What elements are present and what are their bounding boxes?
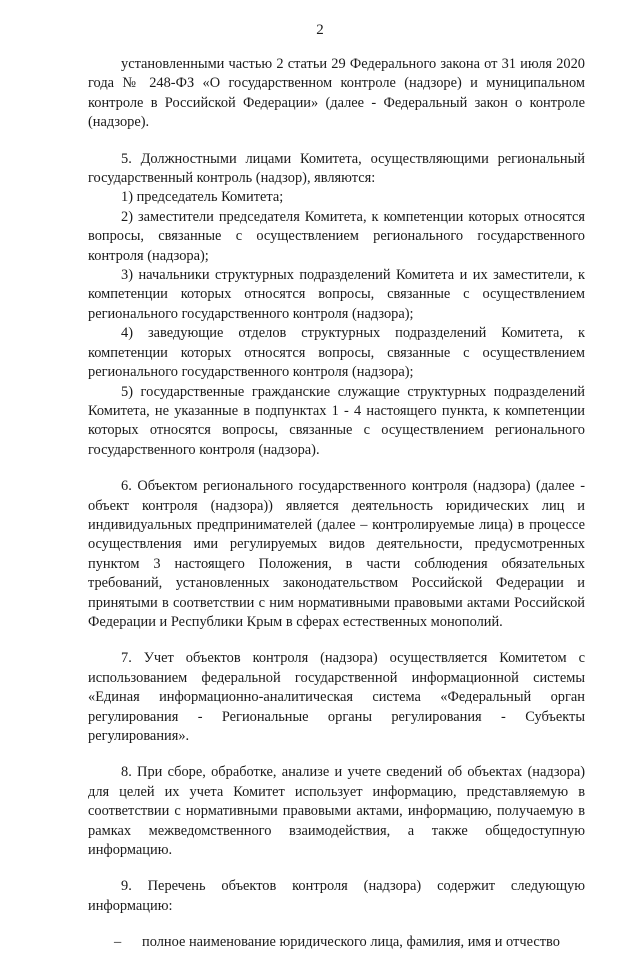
subitem-5-2: 2) заместители председателя Комитета, к компетенции которых относятся вопросы, связанные с осуществлением регионального государственного контроля (надзора);: [88, 208, 585, 264]
paragraph-8: 8. При сборе, обработке, анализе и учете сведений об объектах (надзора) для целей их учета Комитет использует информацию, представляемую в соответствии с нормативными правовыми актами, информацию, получаемую в рамках межведомственного взаимодействия, а также общедоступную информацию.: [88, 764, 585, 859]
subitem-5-4: 4) заведующие отделов структурных подразделений Комитета, к компетенции которых относятся вопросы, связанные с осуществлением регионального государственного контроля (надзора);: [88, 325, 585, 381]
subitem-5-5: 5) государственные гражданские служащие структурных подразделений Комитета, не указанные в подпунктах 1 - 4 настоящего пункта, к компетенции которых относятся вопросы, связанные с осуществлением регионального государственного контроля (надзора).: [88, 383, 585, 458]
page-number: 2: [316, 22, 324, 38]
list-item: [88, 933, 585, 952]
paragraph-6: 6. Объектом регионального государственного контроля (надзора) (далее - объект контроля (надзора)) является деятельность юридических лиц и индивидуальных предпринимателей (далее – контролируемые лица) в процессе осуществления ими регулируемых видов деятельности, предусмотренных пунктом 3 настоящего Положения, в части соблюдения обязательных требований, установленных законодательством Российской Федерации и принятыми в соответствии с ним нормативными правовыми актами Российской Федерации и Республики Крым в сферах естественных монополий.: [88, 478, 585, 630]
paragraph-7: 7. Учет объектов контроля (надзора) осуществляется Комитетом с использованием федеральной государственной информационной системы «Единая информационно-аналитическая система «Федеральный орган регулирования - Региональные органы регулирования - Субъекты регулирования».: [88, 650, 585, 744]
document-body: [88, 55, 585, 953]
paragraph-continuation: установленными частью 2 статьи 29 Федерального закона от 31 июля 2020 года № 248-ФЗ «О государственном контроле (надзоре) и муниципальном контроле в Российской Федерации» (далее - Федеральный закон о контроле (надзоре).: [88, 56, 585, 131]
subitem-5-3: 3) начальники структурных подразделений Комитета и их заместители, к компетенции которых относятся вопросы, связанные с осуществлением регионального государственного контроля (надзора);: [88, 267, 585, 322]
paragraph-9: 9. Перечень объектов контроля (надзора) содержит следующую информацию:: [88, 878, 585, 914]
paragraph-5: 5. Должностными лицами Комитета, осуществляющими региональный государственный контроль (надзор), являются:: [88, 150, 585, 187]
dash-marker: –: [114, 934, 122, 951]
list-item-text: полное наименование юридического лица, фамилия, имя и отчество: [142, 934, 560, 951]
subitem-5-1: 1) председатель Комитета;: [121, 189, 284, 206]
